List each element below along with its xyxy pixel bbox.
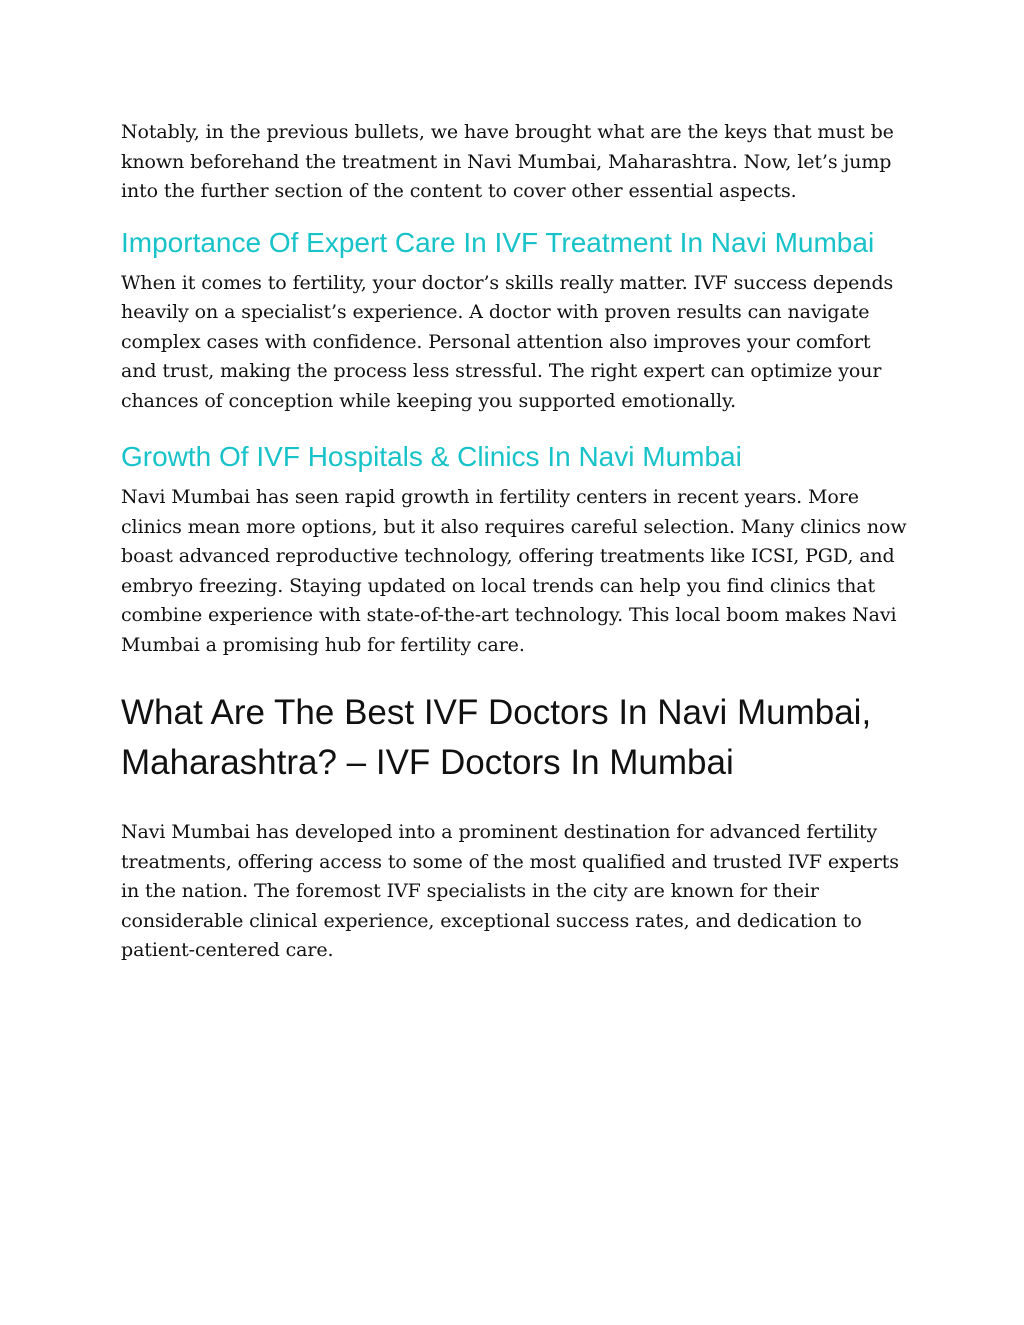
section-body-growth: Navi Mumbai has seen rapid growth in fertility centers in recent years. More clinics mean more options, but it also requires careful selection. Many clinics now boast advanced reproductive technology, offering treatments like ICSI, PGD, and embryo freezing. Staying updated on local trends can help you find clinics that combine experience with state-of-the-art technology. This local boom makes Navi Mumbai a promising hub for fertility care. bbox=[121, 486, 907, 656]
document-page bbox=[121, 118, 911, 966]
section-body-best-doctors: Navi Mumbai has developed into a prominent destination for advanced fertility treatments, offering access to some of the most qualified and trusted IVF experts in the nation. The foremost IVF specialists in the city are known for their considerable clinical experience, exceptional success rates, and dedication to patient-centered care. bbox=[121, 821, 899, 961]
section-body-expert-care: When it comes to fertility, your doctor’s skills really matter. IVF success depends heavily on a specialist’s experience. A doctor with proven results can navigate complex cases with confidence. Personal attention also improves your comfort and trust, making the process less stressful. The right expert can optimize your chances of conception while keeping you supported emotionally. bbox=[121, 271, 894, 412]
section-heading-best-doctors: What Are The Best IVF Doctors In Navi Mumbai, Maharashtra? – IVF Doctors In Mumbai bbox=[121, 693, 872, 782]
section-heading-growth: Growth Of IVF Hospitals & Clinics In Navi Mumbai bbox=[121, 441, 742, 472]
section-heading-expert-care: Importance Of Expert Care In IVF Treatment In Navi Mumbai bbox=[121, 226, 875, 258]
intro-paragraph: Notably, in the previous bullets, we have brought what are the keys that must be known beforehand the treatment in Navi Mumbai, Maharashtra. Now, let’s jump into the further section of the content to cover other essential aspects. bbox=[121, 121, 894, 202]
